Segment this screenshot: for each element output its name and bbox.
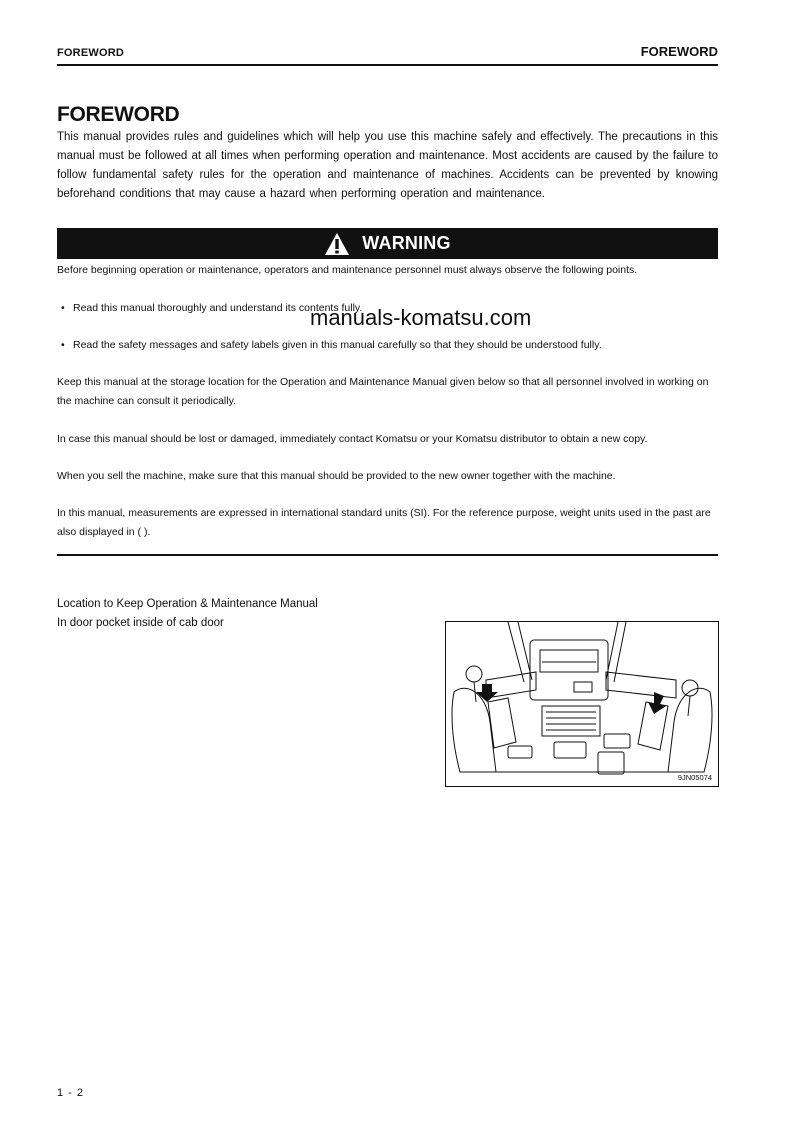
header-section-left: FOREWORD [57, 47, 124, 59]
section-rule [57, 554, 718, 556]
header-rule [57, 64, 718, 66]
bullet-text: Read the safety messages and safety labels given in this manual carefully so that they should be understood fully. [73, 339, 602, 351]
cab-illustration [445, 621, 719, 787]
lost-manual-paragraph: In case this manual should be lost or damaged, immediately contact Komatsu or your Komatsu distributor to obtain a new copy. [57, 433, 648, 445]
bullet-dot-icon: • [61, 302, 65, 314]
sell-machine-paragraph: When you sell the machine, make sure that this manual should be provided to the new owner together with the machine. [57, 470, 616, 482]
warning-triangle-icon [324, 232, 350, 256]
units-paragraph: In this manual, measurements are expressed in international standard units (SI). For the reference purpose, weight units used in the past are also displayed in ( ). [57, 507, 711, 538]
header-section-right: FOREWORD [640, 44, 718, 59]
location-heading: Location to Keep Operation & Maintenance Manual [57, 598, 318, 610]
page-title: FOREWORD [57, 103, 180, 126]
page-number: 1 - 2 [57, 1087, 85, 1099]
storage-paragraph: Keep this manual at the storage location for the Operation and Maintenance Manual given below so that all personnel involved in working on the machine can consult it periodically. [57, 376, 709, 407]
warning-lead: Before beginning operation or maintenance, operators and maintenance personnel must always observe the following points. [57, 264, 638, 276]
warning-banner [57, 228, 718, 259]
figure-code: 9JN05074 [677, 773, 712, 782]
bullet-text: Read this manual thoroughly and understand its contents fully. [73, 302, 363, 314]
warning-label: WARNING [362, 233, 451, 253]
cab-interior-drawing [446, 622, 718, 786]
intro-paragraph: This manual provides rules and guidelines which will help you use this machine safely and effectively. The precautions in this manual must be followed at all times when performing operation and maintenance. Most accidents are caused by the failure to follow fundamental safety rules for the operation and maintenance of machines. Accidents can be prevented by knowing beforehand conditions that may cause a hazard when performing operation and maintenance. [57, 131, 718, 200]
watermark-text: manuals-komatsu.com [310, 305, 532, 330]
bullet-dot-icon: • [61, 339, 65, 351]
warning-bullet [61, 336, 718, 355]
location-detail: In door pocket inside of cab door [57, 617, 224, 629]
